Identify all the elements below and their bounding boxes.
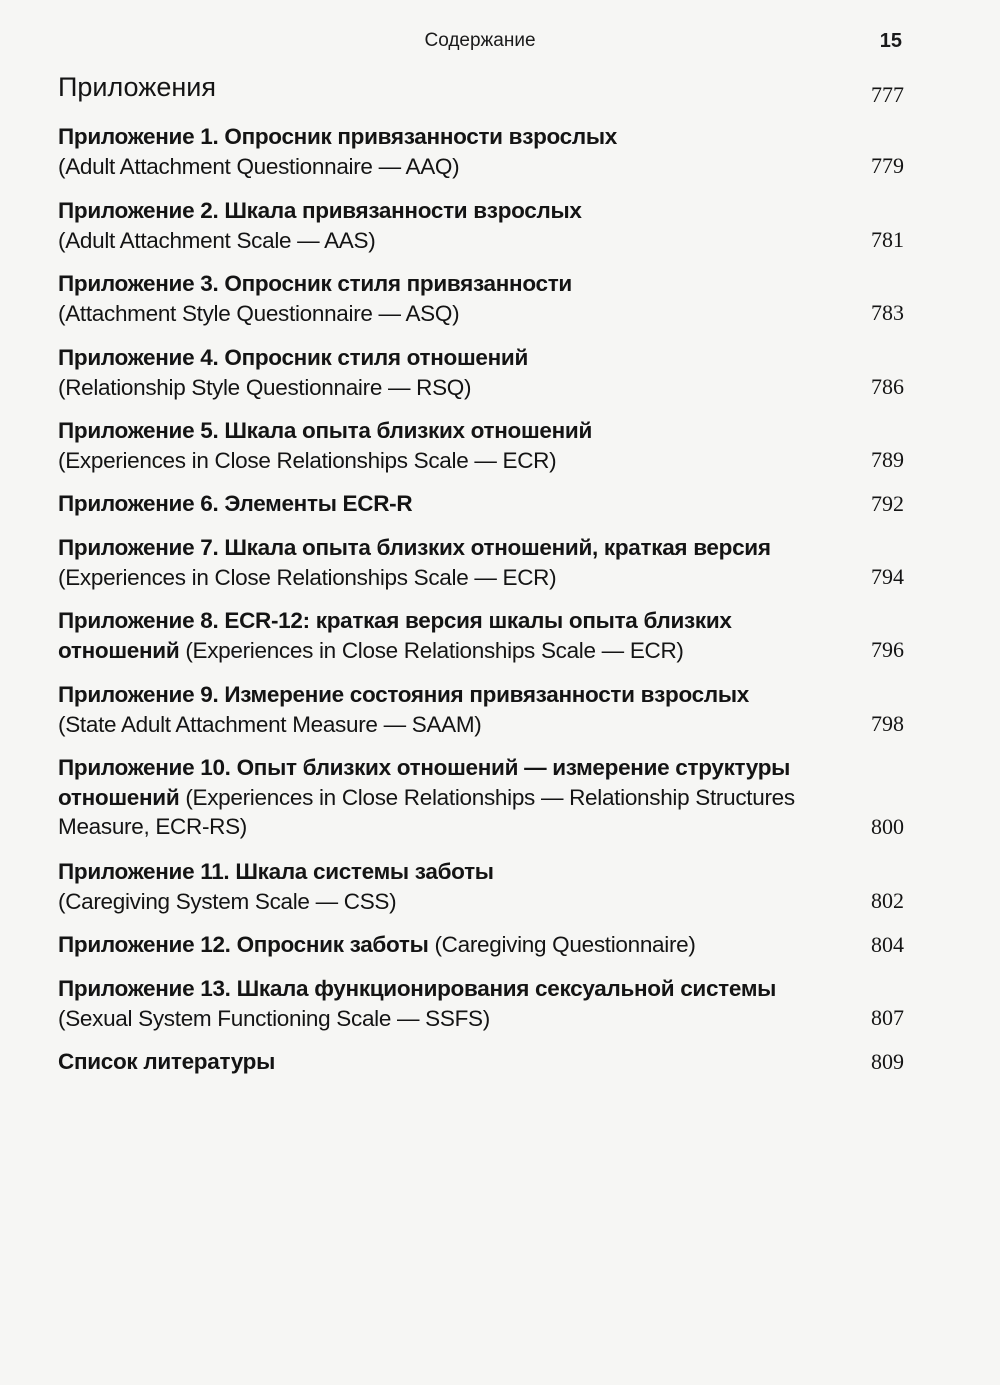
- toc-entry-appendix-4[interactable]: [58, 343, 904, 402]
- page-number: 15: [879, 30, 902, 52]
- entry-page: 802: [871, 888, 904, 913]
- toc-entry-appendix-9[interactable]: [58, 680, 904, 739]
- entry-page: 809: [871, 1048, 904, 1074]
- entry-page: 792: [871, 490, 904, 516]
- entry-subtitle: (Experiences in Close Relationships Scale — ECR): [58, 564, 557, 590]
- section-heading: [58, 72, 904, 112]
- toc-entry-appendix-2[interactable]: [58, 196, 904, 255]
- entry-title: Приложение 7. Шкала опыта близких отношений, краткая версия: [58, 535, 771, 560]
- toc-entry-appendix-11[interactable]: [58, 857, 904, 916]
- toc-entry-bibliography[interactable]: [58, 1047, 904, 1077]
- entry-page: 807: [871, 1005, 904, 1030]
- entry-title: Список литературы: [58, 1049, 276, 1074]
- entry-page: 783: [871, 300, 904, 325]
- entry-subtitle: (Experiences in Close Relationships Scale — ECR): [185, 637, 684, 663]
- toc-entry-appendix-5[interactable]: [58, 416, 904, 475]
- entry-title: Приложение 2. Шкала привязанности взрослых: [58, 198, 582, 223]
- entry-page: 789: [871, 447, 904, 472]
- entry-title: Приложение 12. Опросник заботы: [58, 932, 429, 957]
- entry-title: Приложение 3. Опросник стиля привязанности: [58, 271, 572, 296]
- entry-subtitle: (Experiences in Close Relationships Scale — ECR): [58, 447, 557, 473]
- toc-entry-appendix-12[interactable]: [58, 930, 904, 960]
- entry-subtitle: (Sexual System Functioning Scale — SSFS): [58, 1005, 490, 1031]
- entry-subtitle: (Attachment Style Questionnaire — ASQ): [58, 300, 460, 326]
- entry-title: Приложение 1. Опросник привязанности взрослых: [58, 124, 618, 149]
- toc-entry-appendix-13[interactable]: [58, 974, 904, 1033]
- entry-title: Приложение 13. Шкала функционирования сексуальной системы: [58, 976, 777, 1001]
- toc-entry-appendix-6[interactable]: [58, 489, 904, 519]
- entry-subtitle: (Adult Attachment Questionnaire — AAQ): [58, 153, 460, 179]
- section-page: 777: [871, 82, 904, 107]
- entry-page: 800: [871, 813, 904, 839]
- entry-subtitle: (Caregiving System Scale — CSS): [58, 888, 397, 914]
- entry-title: Приложение 8. ECR-12: краткая версия шкалы опыта близких отношений: [58, 608, 732, 663]
- entry-title: Приложение 6. Элементы ECR-R: [58, 491, 413, 516]
- entry-page: 786: [871, 374, 904, 399]
- toc-entry-appendix-7[interactable]: [58, 533, 904, 592]
- entry-title: Приложение 10. Опыт близких отношений — измерение структуры отношений: [58, 755, 791, 810]
- toc-entry-appendix-1[interactable]: [58, 122, 904, 181]
- entry-page: 779: [871, 153, 904, 178]
- entry-page: 796: [871, 637, 904, 662]
- running-head: Содержание: [424, 30, 536, 51]
- entry-page: 794: [871, 564, 904, 589]
- entry-subtitle: (Caregiving Questionnaire): [434, 932, 696, 957]
- entry-subtitle: (Relationship Style Questionnaire — RSQ): [58, 374, 472, 400]
- entry-title: Приложение 11. Шкала системы заботы: [58, 859, 494, 884]
- toc-entry-appendix-8[interactable]: [58, 606, 904, 665]
- entry-title: Приложение 4. Опросник стиля отношений: [58, 345, 528, 370]
- section-title: Приложения: [58, 72, 216, 102]
- entry-page: 781: [871, 227, 904, 252]
- toc-entry-appendix-10[interactable]: [58, 753, 904, 842]
- entry-title: Приложение 9. Измерение состояния привязанности взрослых: [58, 682, 749, 707]
- toc-entry-appendix-3[interactable]: [58, 269, 904, 328]
- entry-page: 798: [871, 711, 904, 736]
- entry-subtitle: (State Adult Attachment Measure — SAAM): [58, 711, 482, 737]
- entry-page: 804: [871, 931, 904, 957]
- entry-subtitle: (Experiences in Close Relationships — Relationship Structures Measure, ECR-RS): [58, 784, 795, 839]
- entry-title: Приложение 5. Шкала опыта близких отношений: [58, 418, 592, 443]
- entry-subtitle: (Adult Attachment Scale — AAS): [58, 227, 376, 253]
